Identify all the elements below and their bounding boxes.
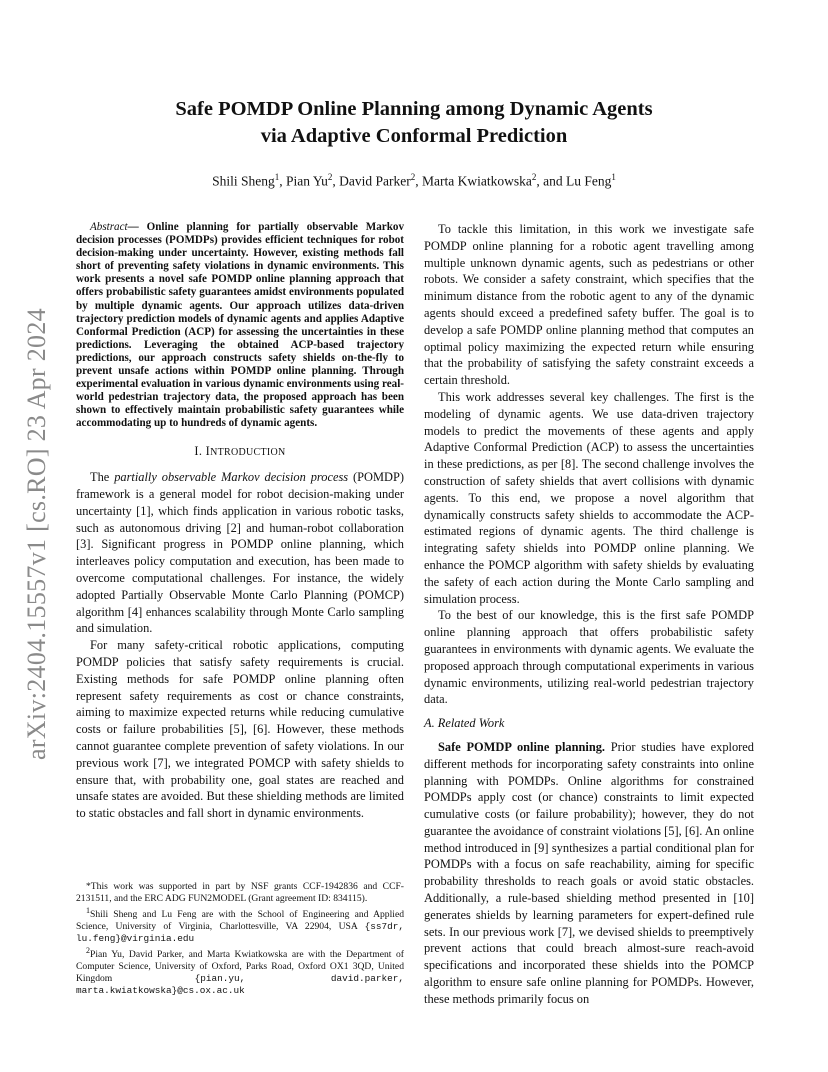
footnote-2 (76, 945, 404, 997)
subsection-heading-related-work: A. Related Work (424, 716, 505, 731)
text-run: The (90, 470, 115, 485)
body-paragraph-2: This work addresses several key challenges. The first is the modeling of dynamic agents. We use data-driven trajectory models to predict the movements of these agents and apply Adaptive Conformal Prediction (ACP) to assess the uncertainties in these predictions, as per [8]. The second challenge involves the construction of safety shields that avert collisions with dynamic agents. To this end, we propose a novel algorithm that dynamically constructs safety shields to accommodate the ACP-estimated regions of dynamic agents. The third challenge is integrating safety shields into POMDP online planning. We enhance the POMCP algorithm with safety shields by evaluating the safety of each action during the Monte Carlo sampling and simulation process. (424, 389, 754, 606)
footnote-email: {pian.yu, david.parker, marta.kwiatkowska}@cs.ox.ac.uk (76, 973, 404, 997)
arxiv-stamp: arXiv:2404.15557v1 [cs.RO] 23 Apr 2024 (22, 308, 51, 760)
author-name: , Pian Yu (279, 173, 328, 189)
affiliation-mark: 1 (274, 172, 280, 182)
right-column (424, 221, 754, 1008)
paragraph-lead: Safe POMDP online planning. (438, 739, 606, 754)
author-list (0, 172, 828, 190)
title-line-2: via Adaptive Conformal Prediction (260, 125, 568, 147)
footnote-mark: 2 (86, 946, 90, 956)
text-run: Prior studies have explored different methods for incorporating safety constraints into online planning with POMDPs. Online algorithms for constrained POMDPs apply cost (or chance) constraints to limit expected cumulative costs (or failure probability); however, they do not guarantee the avoidance of constraint violations [5], [6]. An online method introduced in [9] synthesizes a partial conditional plan for POMDPs with a focus on safe reachability, aiming for specific probability thresholds to reach goals or avoid static obstacles. Additionally, a rule-based shielding method presented in [10] generates shields by learning parameters for expert-defined rule sets. In our previous work [7], we devised shields to preemptively prevent actions that could breach almost-sure reach-avoid specifications and incorporated these shields into the POMCP algorithm to ensure safe online planning for POMDPs. However, these methods primarily focus on (424, 739, 754, 1006)
intro-paragraph-2: For many safety-critical robotic applications, computing POMDP policies that satisfy safety requirements is crucial. Existing methods for safe POMDP online planning often represent safety requirements as cost or chance constraints, aiming to maximize expected returns while reducing cumulative costs or failure probabilities [5], [6]. However, these methods cannot guarantee complete prevention of safety violations. In our previous work [7], we integrated POMCP with safety shields to ensure that, with probability one, goal states are reached and unsafe states are avoided. But these shielding methods are limited to static obstacles and fall short in dynamic environments. (76, 638, 404, 821)
section-title: NTRODUCTION (210, 446, 286, 458)
text-run: (POMDP) framework is a general model for robot decision-making under uncertainty [1], which finds application in various robotic tasks, such as autonomous driving [2] and human-robot collaboration [3]. Significant progress in POMDP online planning, which interleaves policy computation and execution, has been made to overcome computational challenges. For instance, the widely adopted Partially Observable Monte Carlo Planning (POMCP) algorithm [4] enhances scalability through Monte Carlo sampling and simulation. (76, 470, 404, 636)
author-name: , Marta Kwiatkowska (415, 173, 532, 189)
affiliation-mark: 2 (327, 172, 333, 182)
abstract-text: — Online planning for partially observable Markov decision processes (POMDPs) provides efficient techniques for robot decision-making under uncertainty. However, existing methods fall short of preventing safety violations in dynamic environments. This work presents a novel safe POMDP online planning approach that offers probabilistic safety guarantees amidst environments populated by multiple dynamic agents. Our approach utilizes data-driven trajectory prediction models of dynamic agents and applies Adaptive Conformal Prediction (ACP) for assessing the uncertainties in these predictions. Leveraging the obtained ACP-based trajectory predictions, our approach constructs safety shields on-the-fly to prevent unsafe actions within POMDP online planning. Through experimental evaluation in various dynamic environments using real-world pedestrian trajectory data, the proposed approach has been shown to effectively maintain probabilistic safety guarantees while accommodating up to hundreds of dynamic agents. (76, 221, 404, 430)
affiliation-mark: 2 (531, 172, 537, 182)
body-paragraph-3: To the best of our knowledge, this is the first safe POMDP online planning approach that offers probabilistic safety guarantees in environments with dynamic agents. We evaluate the proposed approach through computational experiments in various dynamic environments, utilizing real-world pedestrian trajectory data. (424, 608, 754, 707)
footnote-text: Shili Sheng and Lu Feng are with the School of Engineering and Applied Science, University of Virginia, Charlottesville, VA 22904, USA (76, 909, 404, 933)
section-heading-introduction (76, 443, 404, 462)
author-name: Shili Sheng (212, 173, 275, 189)
abstract (76, 221, 404, 431)
affiliation-mark: 1 (611, 172, 616, 182)
footnote-1 (76, 905, 404, 945)
author-name: , David Parker (332, 173, 411, 189)
footnote-email: {ss7dr, lu.feng}@virginia.edu (76, 921, 404, 945)
body-paragraph-1: To tackle this limitation, in this work we investigate safe POMDP online planning for a robotic agent travelling among multiple unknown dynamic agents, such as pedestrians or other robots. We consider a safety constraint, which specifies that the minimum distance from the robotic agent to any of the dynamic agents should exceed a predefined safety buffer. The goal is to develop a safe POMDP online planning method that computes an optimal policy maximizing the expected return while ensuring that the probability of satisfying the safety constraint exceeds a certain threshold. (424, 222, 754, 388)
emphasis-term: partially observable Markov decision process (114, 470, 349, 485)
section-number: I. I (194, 443, 211, 458)
abstract-label: Abstract (90, 221, 128, 233)
footnotes (76, 881, 404, 997)
footnote-mark: 1 (86, 906, 90, 915)
affiliation-mark: 2 (410, 172, 416, 182)
paper-title (0, 96, 828, 150)
intro-paragraph-1 (76, 469, 404, 637)
footnote-funding: *This work was supported in part by NSF grants CCF-1942836 and CCF-2131511, and the ERC ADG FUN2MODEL (Grant agreement ID: 834115). (76, 881, 404, 904)
left-column (76, 221, 404, 822)
related-work-paragraph (424, 739, 754, 1008)
title-line-1: Safe POMDP Online Planning among Dynamic Agents (175, 98, 653, 120)
author-name: , and Lu Feng (536, 173, 612, 189)
footnote-text: Pian Yu, David Parker, and Marta Kwiatkowska are with the Department of Computer Science, University of Oxford, Parks Road, Oxford OX1 3QD, United Kingdom (76, 949, 404, 985)
